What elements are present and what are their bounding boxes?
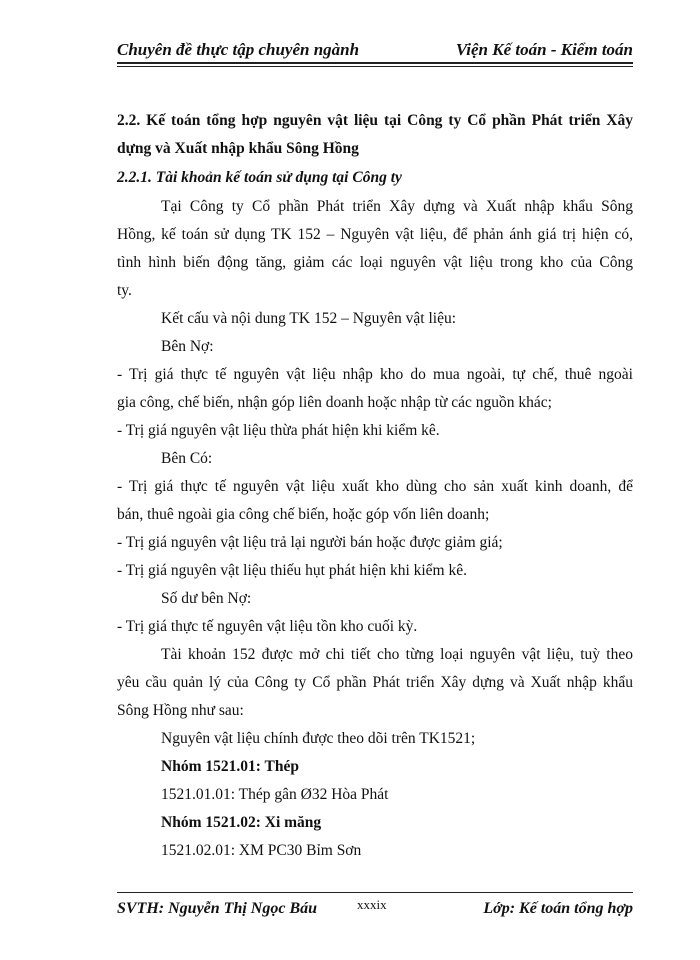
- credit-side-label: Bên Có:: [161, 450, 213, 467]
- group-1-heading: Nhóm 1521.01: Thép: [161, 758, 299, 775]
- page-number: xxxix: [357, 897, 387, 912]
- subsection-heading: 2.2.1. Tài khoản kế toán sử dụng tại Công ty: [117, 169, 402, 186]
- debit-item-1-line-2: gia công, chế biến, nhận góp liên doanh hoặc nhập từ các nguồn khác;: [117, 394, 552, 411]
- paragraph-1-line-3: tình hình biến động tăng, giảm các loại nguyên vật liệu trong kho của Công: [117, 254, 633, 271]
- credit-item-3: - Trị giá nguyên vật liệu thiếu hụt phát hiện khi kiểm kê.: [117, 562, 467, 579]
- section-heading-line-2: dựng và Xuất nhập khẩu Sông Hồng: [117, 140, 359, 157]
- paragraph-3-line-1: Tài khoản 152 được mở chi tiết cho từng loại nguyên vật liệu, tuỳ theo: [161, 646, 633, 663]
- footer-rule: [117, 892, 633, 893]
- footer-student-name: SVTH: Nguyễn Thị Ngọc Báu: [117, 900, 318, 917]
- header-left-title: Chuyên đề thực tập chuyên ngành: [117, 40, 360, 59]
- paragraph-3-line-2: yêu cầu quản lý của Công ty Cổ phần Phát triển Xây dựng và Xuất nhập khẩu: [117, 674, 633, 691]
- credit-item-1-line-2: bán, thuê ngoài gia công chế biến, hoặc góp vốn liên doanh;: [117, 506, 490, 523]
- paragraph-1-line-1: Tại Công ty Cổ phần Phát triển Xây dựng và Xuất nhập khẩu Sông: [161, 198, 633, 215]
- group-2-item: 1521.02.01: XM PC30 Bỉm Sơn: [161, 842, 362, 859]
- debit-balance-item: - Trị giá thực tế nguyên vật liệu tồn kho cuối kỳ.: [117, 618, 418, 635]
- section-heading-line-1: 2.2. Kế toán tổng hợp nguyên vật liệu tại Công ty Cổ phần Phát triển Xây: [117, 112, 633, 129]
- credit-item-2: - Trị giá nguyên vật liệu trả lại người bán hoặc được giảm giá;: [117, 534, 503, 551]
- paragraph-1-line-4: ty.: [117, 282, 132, 299]
- debit-item-2: - Trị giá nguyên vật liệu thừa phát hiện khi kiểm kê.: [117, 422, 440, 439]
- debit-item-1-line-1: - Trị giá thực tế nguyên vật liệu nhập kho do mua ngoài, tự chế, thuê ngoài: [117, 366, 633, 383]
- debit-side-label: Bên Nợ:: [161, 338, 214, 355]
- header-rule-thin: [117, 66, 633, 67]
- group-2-heading: Nhóm 1521.02: Xi măng: [161, 814, 322, 831]
- debit-balance-label: Số dư bên Nợ:: [161, 590, 252, 607]
- group-1-item: 1521.01.01: Thép gân Ø32 Hòa Phát: [161, 786, 389, 803]
- credit-item-1-line-1: - Trị giá thực tế nguyên vật liệu xuất kho dùng cho sản xuất kinh doanh, để: [117, 478, 633, 495]
- paragraph-1-line-2: Hồng, kế toán sử dụng TK 152 – Nguyên vật liệu, để phản ánh giá trị hiện có,: [117, 226, 633, 243]
- paragraph-2: Kết cấu và nội dung TK 152 – Nguyên vật liệu:: [161, 310, 457, 327]
- paragraph-3-line-3: Sông Hồng như sau:: [117, 702, 244, 719]
- paragraph-4: Nguyên vật liệu chính được theo dõi trên TK1521;: [161, 730, 476, 747]
- page-footer: [117, 897, 633, 924]
- header-right-title: Viện Kế toán - Kiểm toán: [455, 40, 633, 59]
- footer-class-name: Lớp: Kế toán tổng hợp: [483, 900, 633, 917]
- header-rule-thick: [117, 62, 633, 64]
- page-header: [117, 38, 633, 62]
